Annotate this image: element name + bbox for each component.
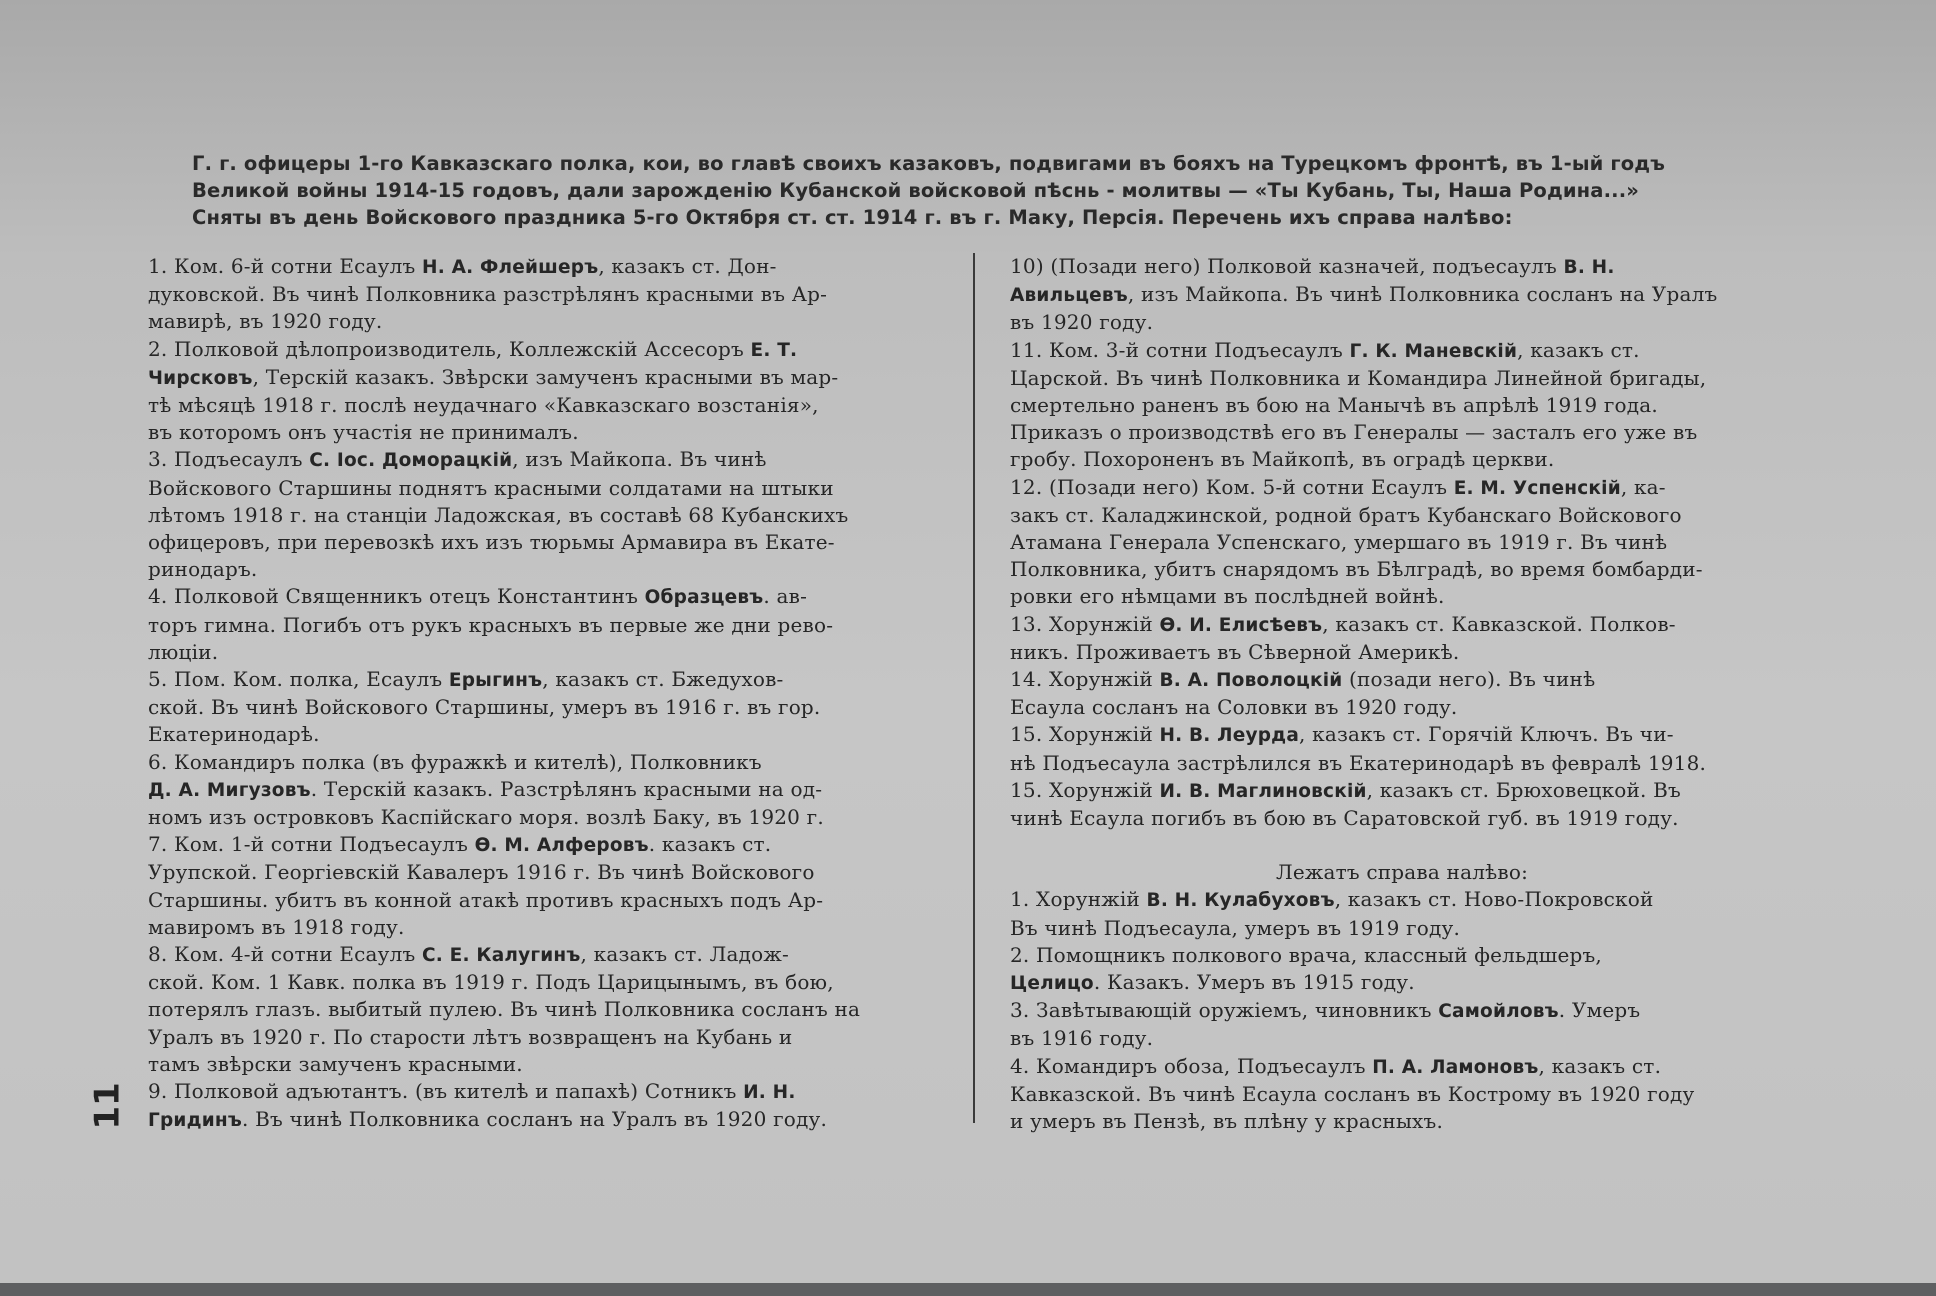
line-text: 4. Командиръ обоза, Подъесаулъ — [1010, 1053, 1373, 1078]
line-text: , Терскій казакъ. Звѣрски замученъ красными въ мар- — [252, 364, 839, 389]
line-text: Старшины. убитъ въ конной атакѣ противъ красныхъ подъ Ар- — [148, 887, 824, 912]
line-text: Царской. Въ чинѣ Полковника и Командира Линейной бригады, — [1010, 365, 1707, 390]
line-text: . ав- — [763, 584, 808, 609]
text-line — [148, 392, 932, 419]
scan-edge — [0, 1283, 1936, 1296]
person-name: Е. Т. — [750, 339, 798, 361]
line-text: 15. Хорунжій — [1010, 777, 1160, 802]
column-divider — [973, 253, 975, 1123]
text-line — [1010, 474, 1794, 502]
person-name: Д. А. Мигузовъ — [148, 779, 311, 801]
person-name: Целицо — [1010, 973, 1094, 995]
line-text: въ 1920 году. — [1010, 310, 1154, 335]
line-text: . Въ чинѣ Полковника сосланъ на Уралъ въ 1920 году. — [241, 1107, 828, 1132]
line-text: . Казакъ. Умеръ въ 1915 году. — [1093, 970, 1415, 995]
header-line: Г. г. офицеры 1-го Кавказскаго полка, кои, во главѣ своихъ казаковъ, подвигами въ бояхъ на Турецкомъ фронтѣ, въ 1-ый годъ — [192, 152, 1666, 175]
person-name: В. А. Поволоцкій — [1159, 670, 1343, 692]
text-line — [1010, 915, 1794, 942]
line-text: дуковской. Въ чинѣ Полковника разстрѣлянъ красными въ Ар- — [148, 282, 828, 307]
line-text: 11. Ком. 3-й сотни Подъесаулъ — [1010, 337, 1350, 362]
line-text: 8. Ком. 4-й сотни Есаулъ — [148, 942, 423, 967]
text-line — [1010, 1053, 1794, 1081]
line-text: 6. Командиръ полка (въ фуражкѣ и кителѣ), Полковникъ — [148, 749, 762, 774]
text-line — [148, 639, 932, 666]
line-text: Приказъ о производствѣ его въ Генералы — засталъ его уже въ — [1010, 420, 1698, 445]
text-line — [148, 859, 932, 886]
text-line — [148, 612, 932, 639]
text-line — [148, 914, 932, 941]
line-text: (позади него). Въ чинѣ — [1342, 667, 1596, 692]
text-line — [148, 502, 932, 529]
line-text: . Умеръ — [1558, 998, 1641, 1023]
line-text: 5. Пом. Ком. полка, Есаулъ — [148, 667, 449, 692]
line-text: , казакъ ст. Ладож- — [580, 942, 789, 967]
line-text: люціи. — [148, 639, 219, 664]
line-text: , казакъ ст. Дон- — [598, 254, 777, 278]
text-line — [1010, 805, 1794, 832]
line-text: закъ ст. Каладжинской, родной братъ Кубанскаго Войскового — [1010, 502, 1682, 527]
text-line — [148, 749, 932, 776]
text-line — [148, 281, 932, 308]
line-text: ской. Ком. 1 Кавк. полка въ 1919 г. Подъ Царицынымъ, въ бою, — [148, 970, 834, 995]
line-text: 1. Ком. 6-й сотни Есаулъ — [148, 254, 423, 278]
text-line — [148, 583, 932, 611]
left-column — [148, 253, 932, 1135]
text-line — [148, 1051, 932, 1078]
text-line — [148, 694, 932, 721]
line-text: , казакъ ст. Горячій Ключъ. Въ чи- — [1299, 722, 1674, 747]
line-text: Въ чинѣ Подъесаула, умеръ въ 1919 году. — [1010, 915, 1461, 940]
text-line — [148, 364, 932, 392]
person-name: Ѳ. М. Алферовъ — [474, 835, 649, 857]
text-line — [148, 831, 932, 859]
line-text: , изъ Майкопа. Въ чинѣ — [512, 447, 767, 472]
line-text: , ка- — [1620, 474, 1666, 499]
line-text: въ которомъ онъ участія не принималъ. — [148, 420, 579, 445]
line-text: Екатеринодарѣ. — [148, 722, 320, 747]
line-text: , казакъ ст. Бжедухов- — [542, 667, 784, 692]
text-line — [1010, 556, 1794, 583]
line-text: Есаула сосланъ на Соловки въ 1920 году. — [1010, 695, 1458, 720]
person-name: П. А. Ламоновъ — [1372, 1056, 1539, 1078]
text-line — [148, 308, 932, 335]
line-text: лѣтомъ 1918 г. на станціи Ладожская, въ составѣ 68 Кубанскихъ — [148, 502, 849, 527]
line-text: Войскового Старшины поднятъ красными солдатами на штыки — [148, 475, 834, 500]
person-name: Образцевъ — [644, 587, 764, 609]
text-line — [1010, 886, 1794, 914]
line-text: 15. Хорунжій — [1010, 722, 1160, 747]
line-text: ринодаръ. — [148, 557, 258, 582]
line-text: ской. Въ чинѣ Войскового Старшины, умеръ въ 1916 г. въ гор. — [148, 695, 821, 720]
page-number: 11 — [87, 1082, 128, 1130]
text-line — [1010, 666, 1794, 694]
line-text: чинѣ Есаула погибъ въ бою въ Саратовской губ. въ 1919 году. — [1010, 806, 1679, 831]
person-name: Н. А. Флейшеръ — [422, 257, 599, 278]
person-name: Е. М. Успенскій — [1453, 477, 1621, 499]
text-line — [148, 887, 932, 914]
person-name: В. Н. Кулабуховъ — [1146, 890, 1335, 912]
text-line — [148, 446, 932, 474]
text-line — [148, 556, 932, 583]
line-text: нѣ Подъесаула застрѣлился въ Екатеринодарѣ въ февралѣ 1918. — [1010, 750, 1707, 775]
text-line — [1010, 419, 1794, 446]
text-line — [148, 529, 932, 556]
line-text: Кавказской. Въ чинѣ Есаула сосланъ въ Кострому въ 1920 году — [1010, 1081, 1695, 1106]
line-text: смертельно раненъ въ бою на Манычѣ въ апрѣлѣ 1919 года. — [1010, 393, 1658, 418]
line-text: 12. (Позади него) Ком. 5-й сотни Есаулъ — [1010, 474, 1454, 499]
person-name: И. Н. — [743, 1082, 796, 1104]
text-line — [148, 336, 932, 364]
text-line — [148, 1024, 932, 1051]
line-text: 13. Хорунжій — [1010, 611, 1160, 636]
line-text: потерялъ глазъ. выбитый пулею. Въ чинѣ Полковника сосланъ на — [148, 997, 861, 1022]
line-text: 3. Подъесаулъ — [148, 447, 310, 472]
line-text: . казакъ ст. — [648, 832, 772, 857]
line-text: въ 1916 году. — [1010, 1026, 1154, 1051]
text-line — [1010, 502, 1794, 529]
line-text: мавирѣ, въ 1920 году. — [148, 309, 383, 334]
person-name: Гридинъ — [148, 1110, 242, 1132]
line-text: ровки его нѣмцами въ послѣдней войнѣ. — [1010, 584, 1445, 609]
text-line — [1010, 777, 1794, 805]
line-text: тѣ мѣсяцѣ 1918 г. послѣ неудачнаго «Кавказскаго возстанія», — [148, 393, 819, 418]
text-line — [1010, 583, 1794, 610]
header-line: Великой войны 1914-15 годовъ, дали зарожденію Кубанской войсковой пѣснь - молитвы — «Ты Кубань, Ты, Наша Родина...» — [192, 179, 1640, 202]
text-line — [148, 969, 932, 996]
line-text: торъ гимна. Погибъ отъ рукъ красныхъ въ первые же дни рево- — [148, 612, 834, 637]
text-line — [1010, 694, 1794, 721]
text-line — [148, 941, 932, 969]
person-name: Авильцевъ — [1010, 285, 1128, 307]
text-line — [1010, 942, 1794, 969]
text-line — [1010, 721, 1794, 749]
line-text: Уралъ въ 1920 г. По старости лѣтъ возвращенъ на Кубань и — [148, 1024, 793, 1049]
line-text: 7. Ком. 1-й сотни Подъесаулъ — [148, 832, 475, 857]
line-text: 2. Помощникъ полкового врача, классный фельдшеръ, — [1010, 942, 1602, 967]
line-text: , казакъ ст. — [1517, 337, 1640, 362]
line-text: тамъ звѣрски замученъ красными. — [148, 1051, 523, 1076]
text-line — [148, 419, 932, 446]
line-text: гробу. Похороненъ въ Майкопѣ, въ оградѣ церкви. — [1010, 447, 1555, 472]
line-text: , казакъ ст. Ново-Покровской — [1334, 887, 1654, 912]
text-line — [1010, 529, 1794, 556]
text-line — [1010, 337, 1794, 365]
person-name: В. Н. — [1563, 257, 1615, 278]
text-line — [1010, 1025, 1794, 1052]
person-name: И. В. Маглиновскій — [1159, 780, 1367, 802]
person-name: С. Е. Калугинъ — [422, 945, 581, 967]
section-subheading: Лежатъ справа налѣво: — [1275, 860, 1529, 885]
line-text: , изъ Майкопа. Въ чинѣ Полковника сосланъ на Уралъ — [1127, 282, 1718, 307]
line-text: , казакъ ст. Кавказской. Полков- — [1322, 611, 1676, 636]
text-line — [148, 666, 932, 694]
person-name: Ѳ. И. Елисѣевъ — [1159, 614, 1323, 636]
line-text: 14. Хорунжій — [1010, 667, 1160, 692]
text-line — [148, 1106, 932, 1134]
page-header — [192, 150, 1752, 231]
text-line — [1010, 750, 1794, 777]
line-text: . Терскій казакъ. Разстрѣлянъ красными на од- — [310, 776, 823, 801]
line-text: никъ. Проживаетъ въ Сѣверной Америкѣ. — [1010, 639, 1460, 664]
text-line — [1010, 392, 1794, 419]
line-text: Полковника, убитъ снарядомъ въ Бѣлградѣ, во время бомбарди- — [1010, 557, 1703, 582]
text-line — [1010, 281, 1794, 309]
right-column — [1010, 253, 1794, 1135]
text-line — [1010, 309, 1794, 336]
text-line — [1010, 446, 1794, 473]
header-line: Сняты въ день Войскового праздника 5-го Октября ст. ст. 1914 г. въ г. Маку, Персія. Перечень ихъ справа налѣво: — [192, 206, 1513, 229]
line-text: 4. Полковой Священникъ отецъ Константинъ — [148, 584, 645, 609]
line-text: , казакъ ст. — [1538, 1053, 1662, 1078]
line-text: и умеръ въ Пензѣ, въ плѣну у красныхъ. — [1010, 1109, 1444, 1134]
person-name: Н. В. Леурда — [1159, 725, 1299, 747]
text-line — [148, 475, 932, 502]
text-line — [1010, 639, 1794, 666]
text-line — [148, 996, 932, 1023]
text-line — [148, 804, 932, 831]
person-name: Самойловъ — [1438, 1001, 1559, 1023]
text-line — [1010, 1081, 1794, 1108]
text-line — [1010, 1108, 1794, 1135]
line-text: Урупской. Георгіевскій Кавалеръ 1916 г. Въ чинѣ Войскового — [148, 860, 815, 885]
person-name: Чирсковъ — [148, 367, 253, 389]
person-name: Г. К. Маневскій — [1349, 340, 1518, 362]
text-line — [148, 776, 932, 804]
line-text: , казакъ ст. Брюховецкой. Въ — [1366, 777, 1681, 802]
text-line — [148, 1078, 932, 1106]
line-text: 3. Завѣтывающій оружіемъ, чиновникъ — [1010, 998, 1439, 1023]
text-line — [1010, 365, 1794, 392]
person-name: С. Іос. Доморацкій — [309, 450, 513, 472]
line-text: номъ изъ островковъ Каспійскаго моря. возлѣ Баку, въ 1920 г. — [148, 805, 824, 830]
text-line — [1010, 969, 1794, 997]
line-text: 1. Хорунжій — [1010, 887, 1147, 912]
line-text: 9. Полковой адъютантъ. (въ кителѣ и папахѣ) Сотникъ — [148, 1079, 744, 1104]
text-line — [148, 253, 932, 281]
text-line — [1010, 253, 1794, 281]
line-text: Атамана Генерала Успенскаго, умершаго въ 1919 г. Въ чинѣ — [1010, 530, 1668, 555]
text-line — [1010, 611, 1794, 639]
line-text: 10) (Позади него) Полковой казначей, подъесаулъ — [1010, 254, 1564, 278]
line-text: мавиромъ въ 1918 году. — [148, 914, 405, 939]
text-line — [1010, 997, 1794, 1025]
text-line — [148, 721, 932, 748]
line-text: 2. Полковой дѣлопроизводитель, Коллежскій Ассесоръ — [148, 336, 751, 361]
person-name: Ерыгинъ — [448, 670, 543, 692]
line-text: офицеровъ, при перевозкѣ ихъ изъ тюрьмы Армавира въ Екате- — [148, 530, 835, 555]
